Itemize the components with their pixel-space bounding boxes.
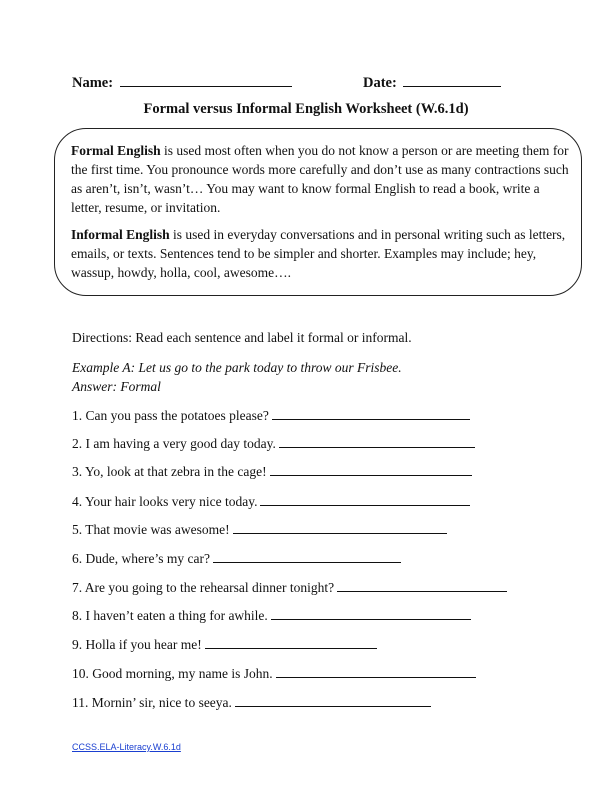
question-text: 5. That movie was awesome! <box>72 522 230 537</box>
name-blank[interactable] <box>120 72 292 87</box>
question-text: 9. Holla if you hear me! <box>72 637 202 652</box>
date-field <box>363 72 501 92</box>
formal-text: is used most often when you do not know a person or are meeting them for the first time. You pronounce words more carefully and don’t use as many contractions such as aren’t, isn’t, wasn’t… You may want to know formal English to read a book, write a letter, resume, or invitation. <box>71 143 569 215</box>
answer-blank[interactable] <box>279 433 475 448</box>
question-text: 6. Dude, where’s my car? <box>72 551 210 566</box>
answer-blank[interactable] <box>205 634 377 649</box>
question-item <box>72 692 431 711</box>
name-label: Name: <box>72 75 114 91</box>
question-text: 1. Can you pass the potatoes please? <box>72 408 269 423</box>
informal-term: Informal English <box>71 227 170 242</box>
worksheet-title: Formal versus Informal English Worksheet (W.6.1d) <box>143 101 469 117</box>
formal-term: Formal English <box>71 143 161 158</box>
question-text: 10. Good morning, my name is John. <box>72 666 273 681</box>
question-item <box>72 548 401 567</box>
question-item <box>72 461 472 480</box>
informal-text: is used in everyday conversations and in personal writing such as letters, emails, or texts. Sentences tend to be simpler and shorter. Examples may include; hey, wassup, howdy, holla, cool, awesome…. <box>71 227 566 280</box>
question-item <box>72 519 447 538</box>
answer-blank[interactable] <box>276 663 476 678</box>
answer-blank[interactable] <box>271 605 471 620</box>
example-sentence: Example A: Let us go to the park today to throw our Frisbee. <box>72 360 402 375</box>
question-item <box>72 605 471 624</box>
answer-blank[interactable] <box>272 405 470 420</box>
example <box>72 358 402 396</box>
question-text: 11. Mornin’ sir, nice to seeya. <box>72 695 232 710</box>
question-text: 2. I am having a very good day today. <box>72 436 276 451</box>
standard-link[interactable]: CCSS.ELA-Literacy.W.6.1d <box>72 742 181 752</box>
answer-blank[interactable] <box>260 491 470 506</box>
answer-blank[interactable] <box>213 548 401 563</box>
directions: Directions: Read each sentence and label it formal or informal. <box>72 330 412 345</box>
answer-blank[interactable] <box>233 519 447 534</box>
question-item <box>72 634 377 653</box>
answer-blank[interactable] <box>337 577 507 592</box>
formal-definition <box>71 141 571 217</box>
name-field <box>72 72 292 92</box>
date-blank[interactable] <box>403 72 501 87</box>
question-item <box>72 491 470 510</box>
question-item <box>72 663 476 682</box>
question-item <box>72 405 470 424</box>
question-text: 3. Yo, look at that zebra in the cage! <box>72 464 267 479</box>
answer-blank[interactable] <box>270 461 472 476</box>
date-label: Date: <box>363 75 397 91</box>
example-answer: Answer: Formal <box>72 379 161 394</box>
question-text: 8. I haven’t eaten a thing for awhile. <box>72 608 268 623</box>
question-text: 4. Your hair looks very nice today. <box>72 494 258 509</box>
definition-box <box>54 128 582 296</box>
answer-blank[interactable] <box>235 692 431 707</box>
informal-definition <box>71 225 571 282</box>
question-item <box>72 433 475 452</box>
question-item <box>72 577 507 596</box>
question-text: 7. Are you going to the rehearsal dinner tonight? <box>72 580 335 595</box>
